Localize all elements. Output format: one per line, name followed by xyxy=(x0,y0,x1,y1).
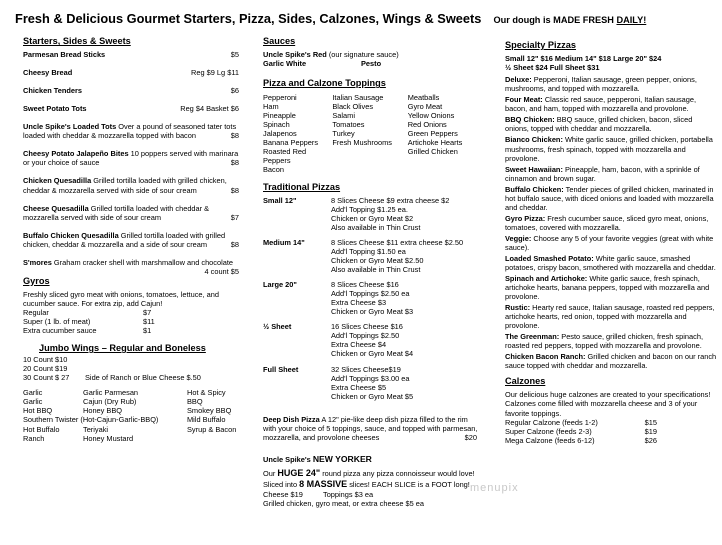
specialty-name: Veggie: xyxy=(505,233,532,243)
specialty-desc: Tender pieces of grilled chicken, marinated in hot buffalo sauce, with diced onions and loaded with mozzarella and cheddar. xyxy=(505,184,714,212)
trad-price-line: 8 Slices Cheese $16 xyxy=(331,280,399,290)
starter-desc: 10 poppers served with marinara or your choice of sauce xyxy=(23,149,239,168)
starter-item xyxy=(23,50,245,59)
starter-name: Cheese Quesadilla xyxy=(23,203,89,213)
starter-name: Cheesy Bread xyxy=(23,68,73,78)
topping-row xyxy=(263,165,481,174)
gyro-sizes xyxy=(23,308,245,335)
specialty-name: Deluxe: xyxy=(505,75,532,85)
starter-desc: Over a pound of seasoned tater tots loaded with cheddar & mozzarella topped with bacon xyxy=(23,122,237,141)
trad-size-prices xyxy=(331,365,476,401)
topping-cell: Red Onions xyxy=(407,119,447,129)
sauce-line-1: Uncle Spike's Red (our signature sauce) xyxy=(263,50,399,60)
spacer xyxy=(263,401,476,407)
trad-price-line: 8 Slices Cheese $9 extra cheese $2 xyxy=(331,196,450,205)
calzone-size-row xyxy=(505,418,717,427)
trad-price-line: Add'l Toppings $3.00 ea xyxy=(331,373,410,383)
wing-flavors xyxy=(23,388,245,442)
wing-flavor-row xyxy=(23,415,245,424)
wing-flavor: Syrup & Bacon xyxy=(187,424,237,434)
trad-size-prices xyxy=(331,238,476,274)
trad-size-prices xyxy=(331,196,476,232)
wings-heading: Jumbo Wings – Regular and Boneless xyxy=(39,343,206,354)
menu-title: Fresh & Delicious Gourmet Starters, Pizza, Sides, Calzones, Wings & Sweets xyxy=(15,11,482,26)
specialty-item xyxy=(505,234,717,252)
wing-flavor: Garlic Parmesan xyxy=(83,388,139,398)
specialty-name: Buffalo Chicken: xyxy=(505,184,564,194)
starter-desc: Graham cracker shell with marshmallow and chocolate xyxy=(51,257,234,267)
wing-flavor: Honey BBQ xyxy=(83,406,123,416)
starter-name: S'mores xyxy=(23,257,52,267)
topping-cell: Yellow Onions xyxy=(407,110,455,120)
wing-price: $ 27 xyxy=(55,373,70,383)
wing-flavor: Ranch xyxy=(23,433,45,443)
trad-size-name: Medium 14" xyxy=(263,238,305,248)
ny-desc: Our HUGE 24" round pizza any pizza connoisseur would love! Sliced into 8 MASSIVE slices! EACH SLICE is a FOOT long! xyxy=(263,468,475,490)
specialty-item xyxy=(505,95,717,113)
trad-size-name: ½ Sheet xyxy=(263,322,292,332)
starter-item xyxy=(23,68,245,77)
specialty-price-1: Small 12" $16 Medium 14" $18 Large 20" $24 xyxy=(505,54,662,64)
starter-price: $8 xyxy=(230,239,239,249)
topping-cell: Grilled Chicken xyxy=(407,146,458,156)
ny-extra: Grilled chicken, gyro meat, or extra cheese $5 ea xyxy=(263,499,425,509)
specialty-item xyxy=(505,352,717,370)
specialty-item xyxy=(505,332,717,350)
topping-cell: Banana Peppers xyxy=(263,137,319,147)
gyro-size-name: Super (1 lb. of meat) xyxy=(23,317,91,326)
topping-cell: Turkey xyxy=(332,128,355,138)
calzone-size-price: $15 xyxy=(644,417,657,427)
topping-cell: Gyro Meat xyxy=(407,101,443,111)
starter-price: 4 count $5 xyxy=(204,266,239,276)
trad-price-line: Extra Cheese $3 xyxy=(331,298,387,308)
topping-cell: Spinach xyxy=(263,119,290,129)
topping-row xyxy=(263,129,481,138)
specialty-name: Loaded Smashed Potato: xyxy=(505,253,594,263)
calzone-size-price: $26 xyxy=(644,435,657,445)
wing-flavor-row xyxy=(23,425,245,434)
trad-size-name: Full Sheet xyxy=(263,364,299,374)
trad-size-row xyxy=(263,196,476,232)
topping-cell: Jalapenos xyxy=(263,128,297,138)
starter-price: $7 xyxy=(230,212,239,222)
ny-prices: Cheese $19 Toppings $3 ea xyxy=(263,490,374,500)
starters-heading: Starters, Sides & Sweets xyxy=(23,36,131,46)
gyros-desc: Freshly sliced gyro meat with onions, tomatoes, lettuce, and cucumber sauce. For extra zip, add Cajun! xyxy=(23,289,219,308)
wing-price: $19 xyxy=(55,364,68,374)
starter-item xyxy=(23,86,245,95)
specialty-name: Four Meat: xyxy=(505,95,543,105)
dough-note: Our dough is MADE FRESH DAILY! xyxy=(493,15,647,25)
gyro-size-name: Regular xyxy=(23,307,49,317)
trad-price-line: Chicken or Gyro Meat $5 xyxy=(331,391,414,401)
specialty-desc: Pesto sauce, grilled chicken, fresh spinach, roasted red peppers, topped with mozzarella and provolone. xyxy=(505,332,704,351)
specialty-item xyxy=(505,75,717,93)
wing-count-row xyxy=(23,355,245,364)
trad-size-row xyxy=(263,365,476,401)
topping-cell: Green Peppers xyxy=(407,128,458,138)
starter-item xyxy=(23,104,245,113)
topping-cell: Black Olives xyxy=(332,101,374,111)
gyro-size-row xyxy=(23,326,245,335)
ny-title: Uncle Spike's NEW YORKER xyxy=(263,453,372,464)
topping-row xyxy=(263,147,481,165)
trad-size-row xyxy=(263,238,476,274)
wing-count-row xyxy=(23,364,245,373)
starter-price: $8 xyxy=(230,185,239,195)
toppings-heading: Pizza and Calzone Toppings xyxy=(263,78,386,89)
wing-flavor-row xyxy=(23,388,245,397)
wing-counts xyxy=(23,355,245,382)
topping-row xyxy=(263,120,481,129)
trad-price-line: Add'l Toppings $2.50 ea xyxy=(331,289,410,299)
new-yorker xyxy=(263,454,481,508)
topping-cell: Italian Sausage xyxy=(332,92,384,102)
gyro-size-price: $7 xyxy=(143,307,152,317)
trad-price-line: Extra Cheese $4 xyxy=(331,340,387,350)
calzone-size-row xyxy=(505,436,717,445)
specialty-name: BBQ Chicken: xyxy=(505,115,555,125)
trad-price-line: Chicken or Gyro Meat $3 xyxy=(331,307,414,317)
starter-desc: Grilled tortilla loaded with grilled chicken, cheddar & mozzarella served with side of sour cream xyxy=(23,176,227,195)
trad-price-line: Chicken or Gyro Meat $2.50 xyxy=(331,256,424,266)
deep-dish: Deep Dish Pizza A 12" pie-like deep dish pizza filled to the rim with your choice of 5 toppings, sauce, and topped with parmesan, mozzarella, and provolone cheeses $20 xyxy=(263,414,478,442)
topping-cell: Artichoke Hearts xyxy=(407,137,463,147)
specialty-desc: Hearty red sauce, Italian sausage, roasted red peppers, artichoke hearts, red onion, topped with mozzarella and provolone. xyxy=(505,303,715,331)
starter-price: Reg $4 Basket $6 xyxy=(180,104,239,114)
wing-extra: Side of Ranch or Blue Cheese $.50 xyxy=(85,373,201,383)
gyro-size-row xyxy=(23,317,245,326)
topping-cell xyxy=(332,165,407,174)
topping-row xyxy=(263,93,481,102)
specialty-name: Bianco Chicken: xyxy=(505,135,563,145)
wing-flavor-row xyxy=(23,434,245,443)
topping-cell: Fresh Mushrooms xyxy=(332,137,392,147)
specialty-item xyxy=(505,303,717,330)
trad-size-prices xyxy=(331,280,476,316)
starter-item xyxy=(23,122,245,140)
trad-price-line: Extra Cheese $5 xyxy=(331,382,387,392)
wing-flavor: Smokey BBQ xyxy=(187,406,232,416)
wing-flavor-row xyxy=(23,397,245,406)
specialty-item xyxy=(505,185,717,212)
wing-flavor: Cajun (Dry Rub) xyxy=(83,397,137,407)
specialty-heading: Specialty Pizzas xyxy=(505,40,576,50)
trad-price-line: Add'l Topping $1.25 ea. xyxy=(331,205,408,215)
specialty-desc: BBQ sauce, grilled chicken, bacon, sliced onions, topped with cheddar and mozzarella. xyxy=(505,115,693,134)
specialty-desc: Choose any 5 of your favorite veggies (great with white sauce). xyxy=(505,233,714,252)
starter-item xyxy=(23,257,245,276)
specialty-desc: Pepperoni, Italian sausage, green pepper, onions, mushrooms, and topped with mozzarella. xyxy=(505,75,697,94)
calzone-size-name: Mega Calzone (feeds 6-12) xyxy=(505,435,595,445)
traditional-table xyxy=(263,196,476,407)
topping-row xyxy=(263,111,481,120)
specialty-list xyxy=(505,75,717,370)
starter-price: $8 xyxy=(230,158,239,168)
column-left xyxy=(23,34,245,443)
specialty-name: Gyro Pizza: xyxy=(505,213,546,223)
trad-price-line: Add'l Topping $1.50 ea xyxy=(331,247,406,257)
traditional-heading: Traditional Pizzas xyxy=(263,181,341,192)
wing-flavor: Garlic xyxy=(23,388,43,398)
topping-cell xyxy=(332,147,407,165)
gyro-size-price: $1 xyxy=(143,326,152,336)
sauces-heading: Sauces xyxy=(263,36,296,46)
menu-header xyxy=(15,11,715,27)
topping-cell: Pepperoni xyxy=(263,92,297,102)
wing-count: 10 Count xyxy=(23,355,53,365)
specialty-item xyxy=(505,135,717,162)
calzone-sizes xyxy=(505,418,717,445)
specialty-name: Spinach and Artichoke: xyxy=(505,273,588,283)
topping-cell: Meatballs xyxy=(407,92,440,102)
trad-price-line: Chicken or Gyro Meat $4 xyxy=(331,349,414,359)
column-middle xyxy=(263,34,481,508)
specialty-item xyxy=(505,165,717,183)
watermark-logo: menupix xyxy=(470,482,519,494)
starters-list xyxy=(23,50,245,276)
wing-flavor: Southern Twister (Hot-Cajun-Garlic-BBQ) xyxy=(23,415,159,425)
topping-cell: Ham xyxy=(263,101,279,111)
starter-price: $6 xyxy=(230,86,239,96)
starter-name: Cheesy Potato Jalapeño Bites xyxy=(23,149,129,159)
starter-item xyxy=(23,149,245,167)
starter-price: Reg $9 Lg $11 xyxy=(191,68,239,78)
specialty-name: Chicken Bacon Ranch: xyxy=(505,352,586,362)
specialty-item xyxy=(505,254,717,272)
starter-name: Sweet Potato Tots xyxy=(23,104,87,114)
topping-cell: Bacon xyxy=(263,164,284,174)
calzones-desc: Our delicious huge calzones are created to your specifications! Calzones come filled with mozzarella cheese and 3 of your favorite toppings. xyxy=(505,390,711,418)
specialty-desc: White garlic sauce, grilled chicken, portabella mushrooms, fresh spinach, topped with mozzarella and provolone. xyxy=(505,135,713,163)
starter-name: Parmesan Bread Sticks xyxy=(23,50,106,60)
wing-price: $10 xyxy=(55,355,68,365)
wing-flavor: Teriyaki xyxy=(83,424,109,434)
wing-count-row xyxy=(23,373,245,382)
trad-price-line: 32 Slices Cheese$19 xyxy=(331,364,401,374)
starter-item xyxy=(23,176,245,194)
specialty-name: Rustic: xyxy=(505,303,531,312)
starter-name: Uncle Spike's Loaded Tots xyxy=(23,122,117,132)
calzones-heading: Calzones xyxy=(505,376,546,387)
starter-name: Buffalo Chicken Quesadilla xyxy=(23,230,119,240)
specialty-desc: White garlic sauce, smashed potatoes, crispy bacon, smothered with mozzarella and cheddar. xyxy=(505,253,716,272)
wing-flavor: Garlic xyxy=(23,397,43,407)
calzone-size-name: Regular Calzone (feeds 1-2) xyxy=(505,417,598,427)
gyro-size-name: Extra cucumber sauce xyxy=(23,326,97,336)
starter-name: Chicken Tenders xyxy=(23,86,83,96)
wing-flavor: Honey Mustard xyxy=(83,433,134,443)
gyro-size-price: $11 xyxy=(143,317,155,326)
specialty-desc: Grilled chicken and bacon on our ranch sauce topped with cheddar and mozzarella. xyxy=(505,352,717,371)
trad-price-line: Also available in Thin Crust xyxy=(331,265,421,275)
wing-flavor-row xyxy=(23,406,245,415)
wing-count: 30 Count xyxy=(23,373,53,383)
sauce-line-2: Garlic White Pesto xyxy=(263,59,382,69)
wing-flavor: BBQ xyxy=(187,397,203,407)
starter-desc: Grilled tortilla loaded with cheddar & mozzarella served with side of sour cream xyxy=(23,203,210,222)
specialty-item xyxy=(505,115,717,133)
topping-cell xyxy=(408,165,481,174)
specialty-price-2: ½ Sheet $24 Full Sheet $31 xyxy=(505,63,600,73)
trad-size-row xyxy=(263,280,476,316)
topping-cell: Roasted Red Peppers xyxy=(263,146,307,165)
toppings-table xyxy=(263,93,481,174)
gyros-heading: Gyros xyxy=(23,275,50,286)
topping-cell: Pineapple xyxy=(263,110,296,120)
trad-price-line: Chicken or Gyro Meat $2 xyxy=(331,214,414,224)
specialty-desc: Pineapple, ham, bacon, with a sprinkle of cinnamon and brown sugar. xyxy=(505,164,700,183)
topping-row xyxy=(263,138,481,147)
starter-price: $8 xyxy=(230,131,239,141)
specialty-name: Sweet Hawaiian: xyxy=(505,164,563,174)
trad-price-line: 16 Slices Cheese $16 xyxy=(331,322,403,332)
specialty-desc: Fresh cucumber sauce, sliced gyro meat, onions, tomatoes, covered with mozzarella. xyxy=(505,213,709,232)
starter-price: $5 xyxy=(230,50,239,60)
wing-flavor: Hot & Spicy xyxy=(187,388,226,398)
wing-flavor: Hot BBQ xyxy=(23,406,53,416)
topping-cell: Tomatoes xyxy=(332,119,365,129)
calzone-size-name: Super Calzone (feeds 2-3) xyxy=(505,426,592,436)
trad-size-prices xyxy=(331,322,476,358)
trad-size-row xyxy=(263,322,476,358)
topping-row xyxy=(263,102,481,111)
trad-price-line: 8 Slices Cheese $11 extra cheese $2.50 xyxy=(331,238,464,248)
trad-size-name: Small 12" xyxy=(263,196,297,205)
starter-item xyxy=(23,231,245,249)
starter-item xyxy=(23,204,245,222)
topping-cell: Salami xyxy=(332,110,355,120)
trad-price-line: Also available in Thin Crust xyxy=(331,223,421,233)
specialty-desc: White garlic sauce, fresh spinach, artichoke hearts, banana peppers, topped with mozzarella and provolone. xyxy=(505,273,710,301)
specialty-item xyxy=(505,214,717,232)
gyro-size-row xyxy=(23,308,245,317)
wing-count: 20 Count xyxy=(23,364,53,374)
specialty-item xyxy=(505,274,717,301)
starter-desc: Grilled tortilla loaded with grilled chicken, cheddar & mozzarella and a side of sour cream xyxy=(23,230,226,249)
wing-flavor: Mild Buffalo xyxy=(187,415,226,425)
specialty-name: The Greenman: xyxy=(505,332,560,342)
starter-name: Chicken Quesadilla xyxy=(23,176,92,186)
trad-size-name: Large 20" xyxy=(263,280,297,290)
calzone-size-row xyxy=(505,427,717,436)
specialty-desc: Classic red sauce, pepperoni, Italian sausage, bacon, and ham, topped with mozzarella and provolone. xyxy=(505,95,697,114)
wing-flavor: Hot Buffalo xyxy=(23,424,60,434)
calzone-size-price: $19 xyxy=(644,426,657,436)
column-right xyxy=(505,34,717,445)
trad-price-line: Add'l Toppings $2.50 xyxy=(331,331,400,341)
